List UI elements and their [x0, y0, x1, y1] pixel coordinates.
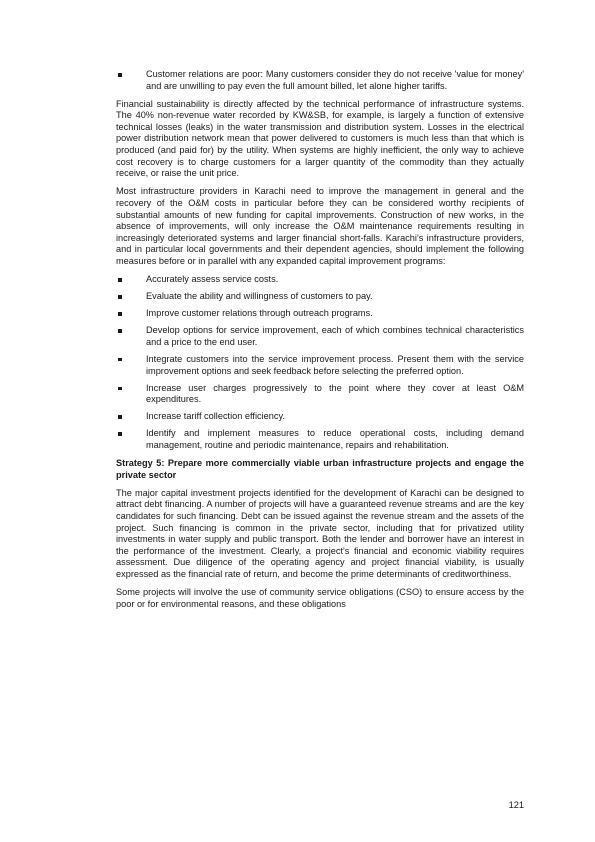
bullet-icon [118, 415, 122, 419]
list-item-text: Customer relations are poor: Many customers consider they do not receive 'value for money' and are unwilling to pay even the full amount billed, let alone higher tariffs. [146, 69, 524, 91]
bullet-icon [118, 387, 122, 391]
list-item [116, 325, 524, 348]
bullet-icon [118, 295, 122, 299]
list-item [116, 383, 524, 406]
list-item-text: Identify and implement measures to reduce operational costs, including demand management, routine and periodic maintenance, repairs and rehabilitation. [146, 428, 524, 451]
bullet-icon [118, 432, 122, 436]
list-item [116, 274, 524, 286]
list-item-text: Increase tariff collection efficiency. [146, 411, 285, 422]
paragraph-financial-sustainability: Financial sustainability is directly affected by the technical performance of infrastructure systems. The 40% non-revenue water recorded by KW&SB, for example, is largely a function of extensive technical losses (leaks) in the water transmission and distribution system. Losses in the electrical power distribution network mean that power delivered to customers is much less than that which is produced (and paid for) by the utility. When systems are highly inefficient, the only way to achieve cost recovery is to charge customers for a larger quantity of the commodity than they actually receive, or raise the unit price. [116, 98, 524, 179]
bullet-icon [118, 278, 122, 282]
list-item [116, 291, 524, 303]
list-item [116, 69, 524, 92]
list-item [116, 411, 524, 423]
list-item [116, 308, 524, 320]
list-item-text: Increase user charges progressively to the point where they cover at least O&M expenditures. [146, 382, 524, 405]
paragraph-community-service-obligations: Some projects will involve the use of community service obligations (CSO) to ensure access by the poor or for environmental reasons, and these obligations [116, 587, 524, 609]
bullet-list-top [116, 69, 524, 92]
list-item-text: Integrate customers into the service improvement process. Present them with the service improvement options and seek feedback before selecting the preferred option. [146, 353, 524, 376]
list-item [116, 428, 524, 451]
list-item-text: Accurately assess service costs. [146, 274, 279, 284]
list-item-text: Develop options for service improvement, each of which combines technical characteristics and a price to the end user. [146, 325, 524, 347]
strategy-heading: Strategy 5: Prepare more commercially viable urban infrastructure projects and engage the private sector [116, 458, 524, 480]
bullet-icon [118, 312, 122, 316]
bullet-icon [118, 329, 122, 333]
paragraph-capital-investment: The major capital investment projects identified for the development of Karachi can be designed to attract debt financing. A number of projects will have a guaranteed revenue streams and are the key candidates for such financing. Debt can be issued against the revenue stream and the assets of the project. Such financing is common in the private sector, including that for privatized utility investments in water supply and public transport. Both the lender and borrower have an interest in the performance of the investment. Clearly, a project's financial and economic viability requires assessment. Due diligence of the operating agency and project financial viability, is usually expressed as the financial rate of return, and become the prime determinants of creditworthiness. [116, 487, 524, 579]
bullet-icon [118, 73, 122, 77]
list-item [116, 354, 524, 377]
list-item-text: Evaluate the ability and willingness of customers to pay. [146, 291, 373, 302]
bullet-icon [118, 358, 122, 362]
paragraph-infrastructure-providers: Most infrastructure providers in Karachi need to improve the management in general and the recovery of the O&M costs in particular before they can be considered worthy recipients of substantial amounts of new funding for capital improvements. Construction of new works, in the absence of improvements, will only increase the O&M maintenance requirements resulting in increasingly deteriorated systems and larger financial short-falls. Karachi's infrastructure providers, and in particular local governments and their dependent agencies, should implement the following measures before or in parallel with any expanded capital improvement programs: [116, 186, 524, 266]
list-item-text: Improve customer relations through outreach programs. [146, 308, 373, 319]
bullet-list-measures [116, 274, 524, 452]
document-page [116, 69, 524, 617]
page-number: 121 [508, 800, 524, 810]
